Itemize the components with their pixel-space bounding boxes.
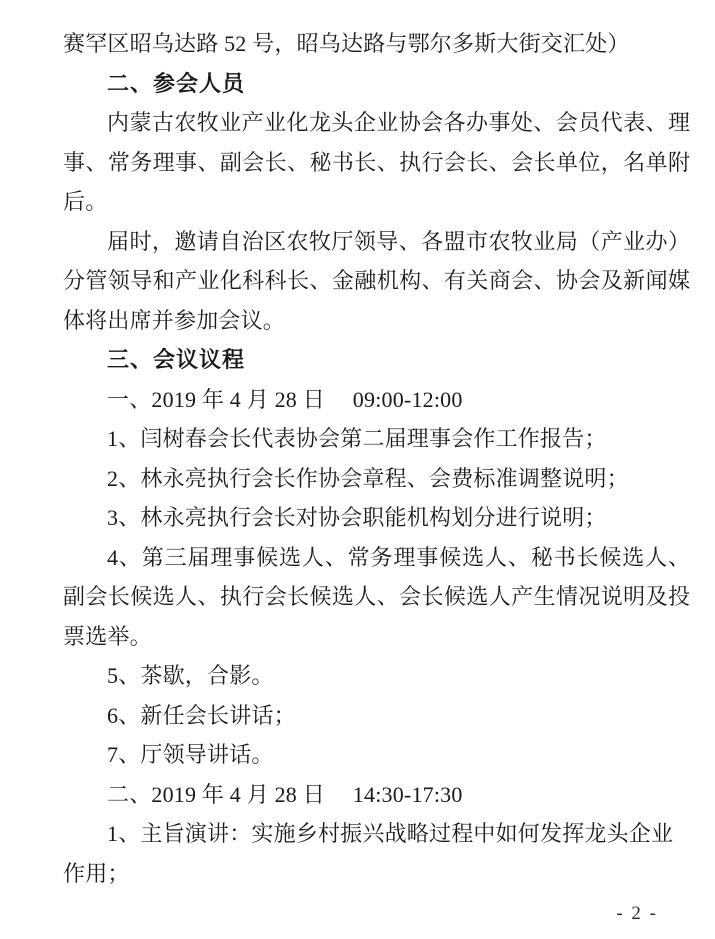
text-line: 事、常务理事、副会长、秘书长、执行会长、会长单位，名单附 — [63, 149, 690, 175]
agenda-item-continuation: 作用； — [63, 860, 130, 886]
document-body — [63, 24, 690, 893]
agenda-item-continuation: 票选举。 — [63, 623, 152, 649]
agenda-item: 2、林永亮执行会长作协会章程、会费标准调整说明； — [107, 465, 629, 491]
page-number: - 2 - — [616, 903, 658, 924]
agenda-item-continuation: 副会长候选人、执行会长候选人、会长候选人产生情况说明及投 — [63, 584, 690, 609]
agenda-item: 6、新任会长讲话； — [107, 702, 296, 728]
agenda-item: 4、第三届理事候选人、常务理事候选人、秘书长候选人、 — [107, 544, 690, 570]
agenda-item: 7、厅领导讲话。 — [107, 742, 274, 767]
agenda-session-1-date: 一、2019 年 4 月 28 日 09:00-12:00 — [107, 386, 463, 412]
agenda-session-2-date: 二、2019 年 4 月 28 日 14:30-17:30 — [107, 781, 463, 807]
section-heading-participants: 二、参会人员 — [107, 70, 246, 96]
text-line: 届时，邀请自治区农牧厅领导、各盟市农牧业局（产业办） — [107, 228, 690, 254]
agenda-item: 1、主旨演讲：实施乡村振兴战略过程中如何发挥龙头企业 — [107, 821, 674, 846]
text-line: 后。 — [63, 189, 108, 214]
text-line: 内蒙古农牧业产业化龙头企业协会各办事处、会员代表、理 — [107, 110, 690, 135]
section-heading-agenda: 三、会议议程 — [107, 347, 246, 372]
agenda-item: 3、林永亮执行会长对协会职能机构划分进行说明； — [107, 505, 607, 530]
text-line: 分管领导和产业化科科长、金融机构、有关商会、协会及新闻媒 — [63, 268, 690, 293]
agenda-item: 1、闫树春会长代表协会第二届理事会作工作报告； — [107, 426, 607, 451]
agenda-item: 5、茶歇，合影。 — [107, 663, 274, 688]
text-line: 体将出席并参加会议。 — [63, 307, 286, 333]
text-line-address-continuation: 赛罕区昭乌达路 52 号，昭乌达路与鄂尔多斯大街交汇处） — [63, 31, 630, 56]
